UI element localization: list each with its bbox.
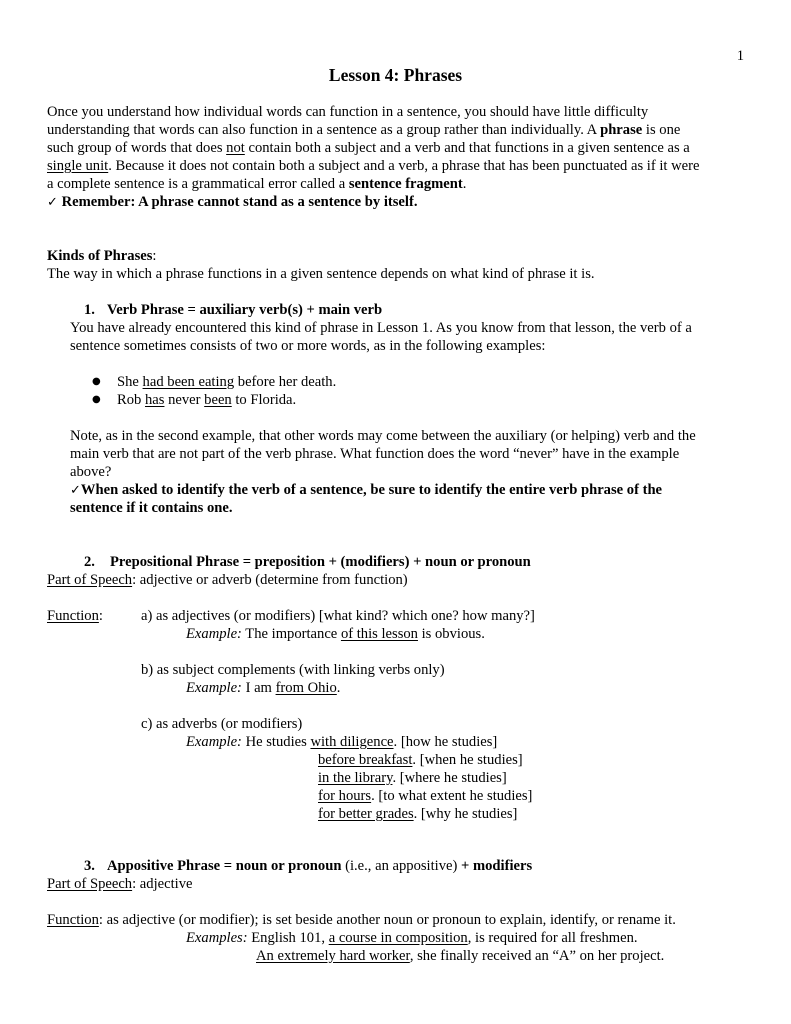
verb-phrase-heading: Verb Phrase = auxiliary verb(s) + main verb xyxy=(107,302,383,318)
appos-phrase-number: 3. xyxy=(84,858,95,874)
verb-phrase-text-1: You have already encountered this kind of phrase in Lesson 1. As you know from that lesson, the verb of a xyxy=(70,320,692,336)
prep-part-of-speech: Part of Speech: adjective or adverb (determine from function) xyxy=(47,572,408,588)
bullet-icon: ● xyxy=(92,376,101,387)
appos-example-2: An extremely hard worker, she finally received an “A” on her project. xyxy=(256,948,665,964)
page-title: Lesson 4: Phrases xyxy=(328,65,463,85)
checkmark-icon: ✓ xyxy=(47,195,58,210)
prep-phrase-heading: Prepositional Phrase = preposition + (modifiers) + noun or pronoun xyxy=(110,554,531,570)
prep-example-c-2: before breakfast. [when he studies] xyxy=(318,752,523,768)
intro-line-2: understanding that words can also function in a sentence as a group rather than individually. A phrase is one xyxy=(47,122,681,138)
bullet-icon: ● xyxy=(92,394,101,405)
verb-note-3: above? xyxy=(70,464,112,480)
appos-function: Function: as adjective (or modifier); is set beside another noun or pronoun to explain, identify, or rename it. xyxy=(47,912,676,928)
prep-function-c: c) as adverbs (or modifiers) xyxy=(141,716,303,732)
verb-example-2: Rob has never been to Florida. xyxy=(117,392,297,408)
prep-example-a: Example: The importance of this lesson is obvious. xyxy=(186,626,485,642)
checkmark-icon: ✓ xyxy=(70,483,81,498)
intro-line-4: single unit. Because it does not contain both a subject and a verb, a phrase that has been punctuated as if it were xyxy=(47,158,700,174)
page-number: 1 xyxy=(736,48,744,64)
verb-phrase-number: 1. xyxy=(84,302,95,318)
prep-phrase-number: 2. xyxy=(84,554,95,570)
term-sentence-fragment: sentence fragment xyxy=(348,176,463,192)
verb-note-1: Note, as in the second example, that other words may come between the auxiliary (or helping) verb and the xyxy=(70,428,696,444)
kinds-heading: Kinds of Phrases: xyxy=(47,248,157,264)
verb-warning-1: ✓When asked to identify the verb of a sentence, be sure to identify the entire verb phrase of the xyxy=(70,482,663,498)
prep-example-c-3: in the library. [where he studies] xyxy=(318,770,507,786)
intro-line-1: Once you understand how individual words can function in a sentence, you should have little difficulty xyxy=(47,104,649,120)
term-phrase: phrase xyxy=(600,122,643,138)
appos-phrase-heading: Appositive Phrase = noun or pronoun (i.e., an appositive) + modifiers xyxy=(107,858,533,874)
prep-function-b: b) as subject complements (with linking verbs only) xyxy=(141,662,445,678)
prep-example-c-4: for hours. [to what extent he studies] xyxy=(318,788,533,804)
prep-example-c-1: Example: He studies with diligence. [how he studies] xyxy=(186,734,498,750)
intro-line-3: such group of words that does not contain both a subject and a verb and that functions in a given sentence as a xyxy=(47,140,690,156)
prep-example-c-5: for better grades. [why he studies] xyxy=(318,806,518,822)
prep-function-label: Function: xyxy=(47,608,103,624)
verb-note-2: main verb that are not part of the verb phrase. What function does the word “never” have in the example xyxy=(70,446,680,462)
appos-example-1: Examples: English 101, a course in composition, is required for all freshmen. xyxy=(186,930,638,946)
intro-line-5: a complete sentence is a grammatical error called a sentence fragment. xyxy=(47,176,467,192)
verb-example-1: She had been eating before her death. xyxy=(117,374,337,390)
kinds-description: The way in which a phrase functions in a given sentence depends on what kind of phrase it is. xyxy=(47,266,595,282)
verb-phrase-text-2: sentence sometimes consists of two or more words, as in the following examples: xyxy=(70,338,546,354)
prep-function-a: a) as adjectives (or modifiers) [what kind? which one? how many?] xyxy=(141,608,535,624)
verb-warning-2: sentence if it contains one. xyxy=(70,500,233,516)
appos-part-of-speech: Part of Speech: adjective xyxy=(47,876,193,892)
remember-note: ✓ Remember: A phrase cannot stand as a sentence by itself. xyxy=(47,194,418,210)
prep-example-b: Example: I am from Ohio. xyxy=(186,680,341,696)
